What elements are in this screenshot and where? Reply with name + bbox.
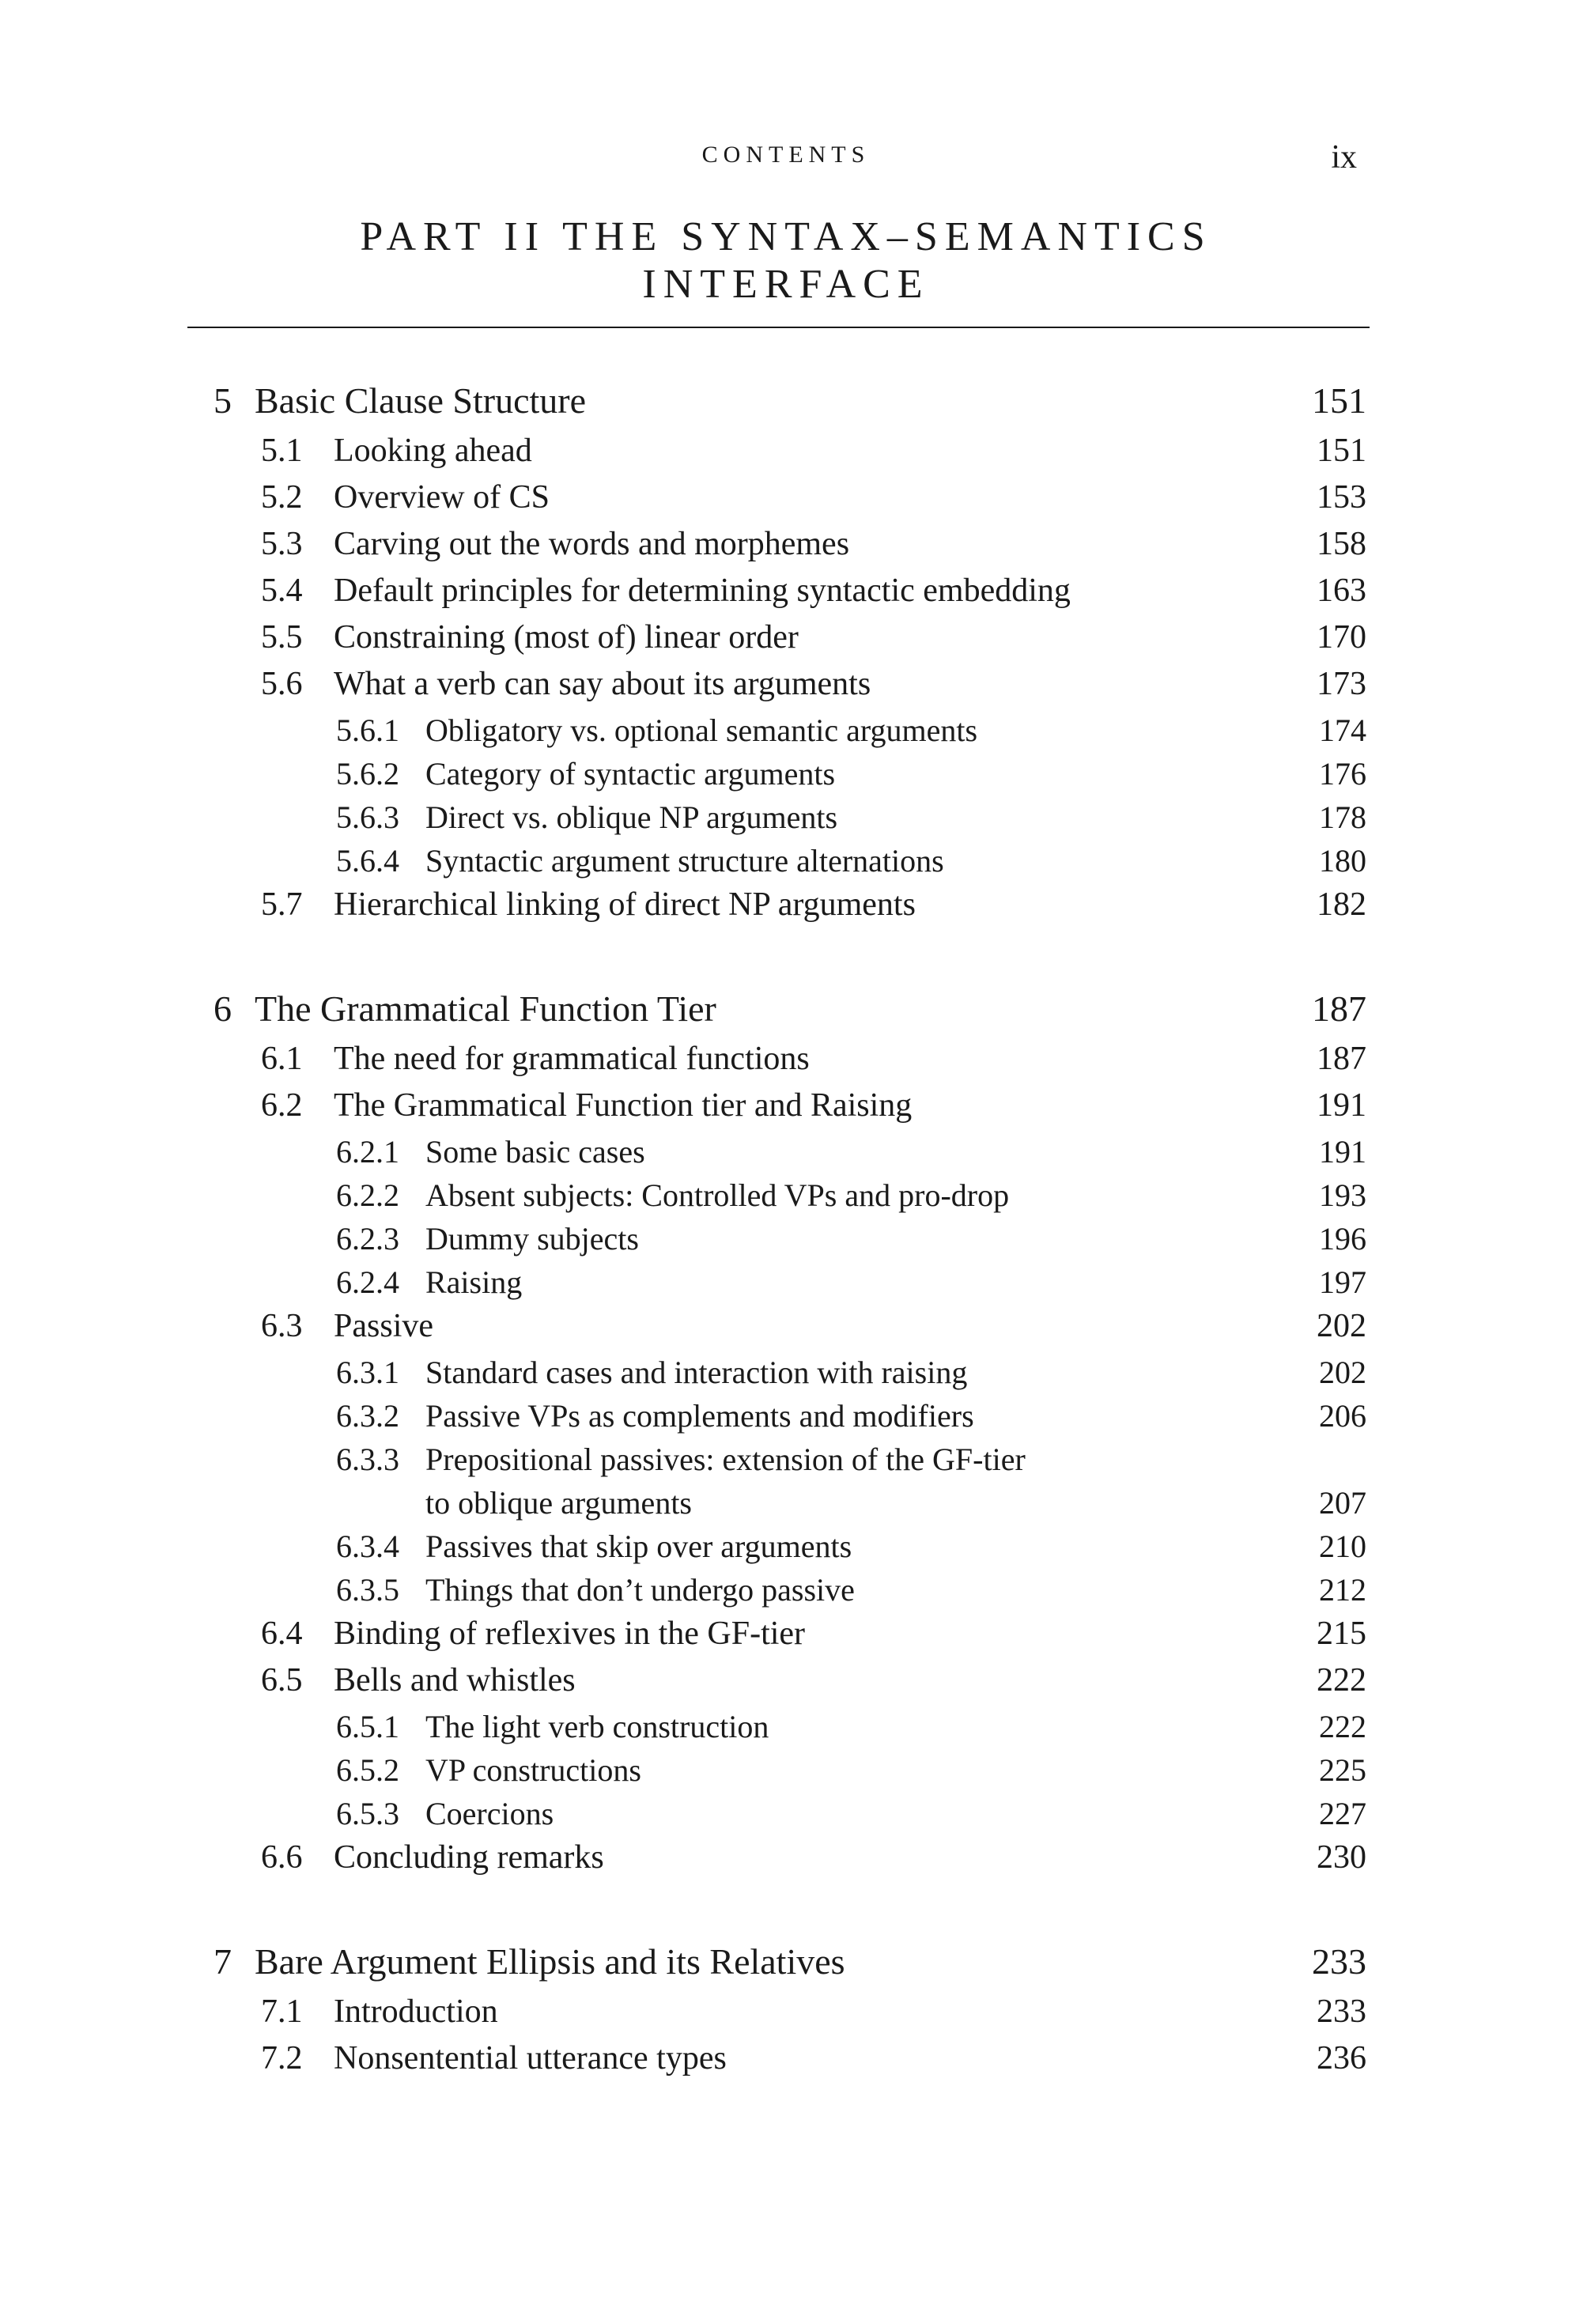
entry-title: Introduction bbox=[334, 1993, 498, 2030]
entry-title: Default principles for determining syntactic embedding bbox=[334, 572, 1071, 609]
chapter-spacer bbox=[0, 1885, 1572, 1940]
entry-title: Bells and whistles bbox=[334, 1662, 576, 1699]
entry-page: 212 bbox=[1319, 1572, 1366, 1608]
toc-subsection-row bbox=[0, 1354, 1572, 1397]
entry-title: Prepositional passives: extension of the GF-tier bbox=[425, 1442, 1026, 1477]
entry-title: The Grammatical Function tier and Raising bbox=[334, 1087, 913, 1124]
toc-section-row bbox=[0, 886, 1572, 932]
entry-page: 153 bbox=[1317, 479, 1366, 516]
entry-number: 6.2.1 bbox=[336, 1134, 399, 1170]
toc-subsection-row bbox=[0, 1264, 1572, 1307]
entry-title: Things that don’t undergo passive bbox=[425, 1572, 855, 1608]
entry-number: 7.1 bbox=[261, 1993, 303, 2030]
entry-page: 236 bbox=[1317, 2040, 1366, 2076]
entry-page: 207 bbox=[1319, 1485, 1366, 1521]
entry-title: Coercions bbox=[425, 1796, 554, 1831]
entry-title: Passive bbox=[334, 1308, 433, 1344]
entry-number: 5.1 bbox=[261, 433, 303, 469]
page-number: ix bbox=[1331, 139, 1357, 176]
entry-title: Binding of reflexives in the GF-tier bbox=[334, 1615, 806, 1652]
entry-page: 178 bbox=[1319, 799, 1366, 835]
toc-section-row bbox=[0, 1838, 1572, 1885]
toc-subsection-row bbox=[0, 755, 1572, 799]
running-title: CONTENTS bbox=[701, 142, 871, 168]
entry-title: Syntactic argument structure alternations bbox=[425, 843, 944, 879]
chapter-spacer bbox=[0, 932, 1572, 988]
toc-section-row bbox=[0, 1661, 1572, 1708]
table-of-contents bbox=[0, 380, 1572, 2086]
entry-title: Standard cases and interaction with raising bbox=[425, 1355, 968, 1390]
entry-page: 176 bbox=[1319, 756, 1366, 792]
entry-title: Passives that skip over arguments bbox=[425, 1529, 852, 1564]
toc-subsection-row bbox=[0, 1397, 1572, 1441]
entry-number: 6.1 bbox=[261, 1041, 303, 1077]
toc-section-row bbox=[0, 1307, 1572, 1354]
entry-title: VP constructions bbox=[425, 1752, 641, 1788]
entry-number: 6.2 bbox=[261, 1087, 303, 1124]
entry-title: Direct vs. oblique NP arguments bbox=[425, 799, 838, 835]
entry-page: 151 bbox=[1317, 433, 1366, 469]
toc-subsection-row bbox=[0, 1795, 1572, 1838]
entry-title: Hierarchical linking of direct NP arguments bbox=[334, 886, 916, 923]
chapter-page: 151 bbox=[1312, 380, 1366, 421]
chapter-title: The Grammatical Function Tier bbox=[255, 988, 716, 1029]
entry-page: 215 bbox=[1317, 1615, 1366, 1652]
entry-number: 6.4 bbox=[261, 1615, 303, 1652]
entry-title: The light verb construction bbox=[425, 1709, 769, 1744]
toc-section-row bbox=[0, 2039, 1572, 2086]
toc-subsection-row bbox=[0, 1708, 1572, 1752]
toc-section-row bbox=[0, 478, 1572, 525]
entry-title: Constraining (most of) linear order bbox=[334, 619, 799, 656]
toc-subsection-row bbox=[0, 1133, 1572, 1177]
toc-subsection-row bbox=[0, 1177, 1572, 1220]
toc-section-row bbox=[0, 432, 1572, 478]
entry-number: 6.5.2 bbox=[336, 1752, 399, 1788]
entry-title: Dummy subjects bbox=[425, 1221, 639, 1256]
toc-chapter-row bbox=[0, 1940, 1572, 1993]
toc-entry-continuation bbox=[0, 1484, 1572, 1528]
entry-title: Obligatory vs. optional semantic arguments bbox=[425, 712, 978, 748]
entry-number: 6.5 bbox=[261, 1662, 303, 1699]
entry-title: Nonsentential utterance types bbox=[334, 2040, 727, 2076]
entry-page: 210 bbox=[1319, 1529, 1366, 1564]
toc-section-row bbox=[0, 618, 1572, 665]
entry-page: 196 bbox=[1319, 1221, 1366, 1256]
entry-page: 191 bbox=[1319, 1134, 1366, 1170]
entry-title: The need for grammatical functions bbox=[334, 1041, 810, 1077]
chapter-number: 7 bbox=[214, 1941, 232, 1982]
toc-section-row bbox=[0, 1040, 1572, 1086]
entry-title: Category of syntactic arguments bbox=[425, 756, 836, 792]
entry-number: 6.3.4 bbox=[336, 1529, 399, 1564]
chapter-number: 5 bbox=[214, 380, 232, 421]
entry-number: 5.6.1 bbox=[336, 712, 399, 748]
toc-subsection-row bbox=[0, 799, 1572, 842]
running-head bbox=[0, 138, 1572, 178]
toc-chapter-row bbox=[0, 380, 1572, 432]
divider-rule bbox=[187, 327, 1370, 328]
toc-section-row bbox=[0, 572, 1572, 618]
entry-number: 6.3.3 bbox=[336, 1442, 399, 1477]
entry-number: 6.5.1 bbox=[336, 1709, 399, 1744]
entry-number: 6.5.3 bbox=[336, 1796, 399, 1831]
entry-page: 158 bbox=[1317, 526, 1366, 562]
entry-number: 6.3 bbox=[261, 1308, 303, 1344]
entry-page: 170 bbox=[1317, 619, 1366, 656]
part-title-line-2: INTERFACE bbox=[642, 262, 930, 307]
entry-number: 7.2 bbox=[261, 2040, 303, 2076]
toc-section-row bbox=[0, 525, 1572, 572]
toc-chapter-row bbox=[0, 988, 1572, 1040]
entry-number: 6.2.4 bbox=[336, 1264, 399, 1300]
toc-section-row bbox=[0, 665, 1572, 712]
entry-number: 5.6.4 bbox=[336, 843, 399, 879]
entry-page: 180 bbox=[1319, 843, 1366, 879]
entry-number: 5.4 bbox=[261, 572, 303, 609]
toc-section-row bbox=[0, 1993, 1572, 2039]
entry-title: Passive VPs as complements and modifiers bbox=[425, 1398, 974, 1434]
entry-page: 202 bbox=[1319, 1355, 1366, 1390]
entry-number: 5.6 bbox=[261, 666, 303, 702]
entry-page: 225 bbox=[1319, 1752, 1366, 1788]
entry-page: 191 bbox=[1317, 1087, 1366, 1124]
entry-number: 6.6 bbox=[261, 1839, 303, 1876]
entry-title: Overview of CS bbox=[334, 479, 550, 516]
entry-page: 197 bbox=[1319, 1264, 1366, 1300]
entry-number: 6.2.3 bbox=[336, 1221, 399, 1256]
toc-section-row bbox=[0, 1615, 1572, 1661]
toc-subsection-row bbox=[0, 1752, 1572, 1795]
entry-number: 5.3 bbox=[261, 526, 303, 562]
toc-subsection-row bbox=[0, 712, 1572, 755]
entry-number: 5.7 bbox=[261, 886, 303, 923]
entry-number: 6.3.5 bbox=[336, 1572, 399, 1608]
entry-page: 174 bbox=[1319, 712, 1366, 748]
entry-title: Carving out the words and morphemes bbox=[334, 526, 850, 562]
entry-number: 6.2.2 bbox=[336, 1177, 399, 1213]
entry-page: 222 bbox=[1317, 1662, 1366, 1699]
entry-page: 163 bbox=[1317, 572, 1366, 609]
entry-page: 233 bbox=[1317, 1993, 1366, 2030]
toc-subsection-row bbox=[0, 1220, 1572, 1264]
entry-number: 5.6.3 bbox=[336, 799, 399, 835]
entry-title: Absent subjects: Controlled VPs and pro-drop bbox=[425, 1177, 1010, 1213]
entry-title: Looking ahead bbox=[334, 433, 532, 469]
toc-subsection-row bbox=[0, 1571, 1572, 1615]
entry-number: 5.6.2 bbox=[336, 756, 399, 792]
entry-page: 187 bbox=[1317, 1041, 1366, 1077]
entry-number: 6.3.2 bbox=[336, 1398, 399, 1434]
entry-title: What a verb can say about its arguments bbox=[334, 666, 871, 702]
entry-title: Some basic cases bbox=[425, 1134, 645, 1170]
chapter-title: Basic Clause Structure bbox=[255, 380, 587, 421]
chapter-title: Bare Argument Ellipsis and its Relatives bbox=[255, 1941, 845, 1982]
entry-title: to oblique arguments bbox=[425, 1485, 692, 1521]
entry-title: Raising bbox=[425, 1264, 523, 1300]
entry-number: 5.5 bbox=[261, 619, 303, 656]
toc-subsection-row bbox=[0, 1441, 1572, 1484]
entry-page: 230 bbox=[1317, 1839, 1366, 1876]
entry-title: Concluding remarks bbox=[334, 1839, 604, 1876]
chapter-number: 6 bbox=[214, 988, 232, 1029]
toc-section-row bbox=[0, 1086, 1572, 1133]
entry-page: 173 bbox=[1317, 666, 1366, 702]
entry-page: 182 bbox=[1317, 886, 1366, 923]
toc-subsection-row bbox=[0, 842, 1572, 886]
entry-number: 6.3.1 bbox=[336, 1355, 399, 1390]
part-title bbox=[0, 214, 1572, 308]
chapter-page: 187 bbox=[1312, 988, 1366, 1029]
part-title-line-1: PART II THE SYNTAX–SEMANTICS bbox=[360, 214, 1212, 259]
entry-page: 202 bbox=[1317, 1308, 1366, 1344]
entry-number: 5.2 bbox=[261, 479, 303, 516]
toc-subsection-row bbox=[0, 1528, 1572, 1571]
chapter-page: 233 bbox=[1312, 1941, 1366, 1982]
entry-page: 193 bbox=[1319, 1177, 1366, 1213]
entry-page: 227 bbox=[1319, 1796, 1366, 1831]
entry-page: 222 bbox=[1319, 1709, 1366, 1744]
entry-page: 206 bbox=[1319, 1398, 1366, 1434]
